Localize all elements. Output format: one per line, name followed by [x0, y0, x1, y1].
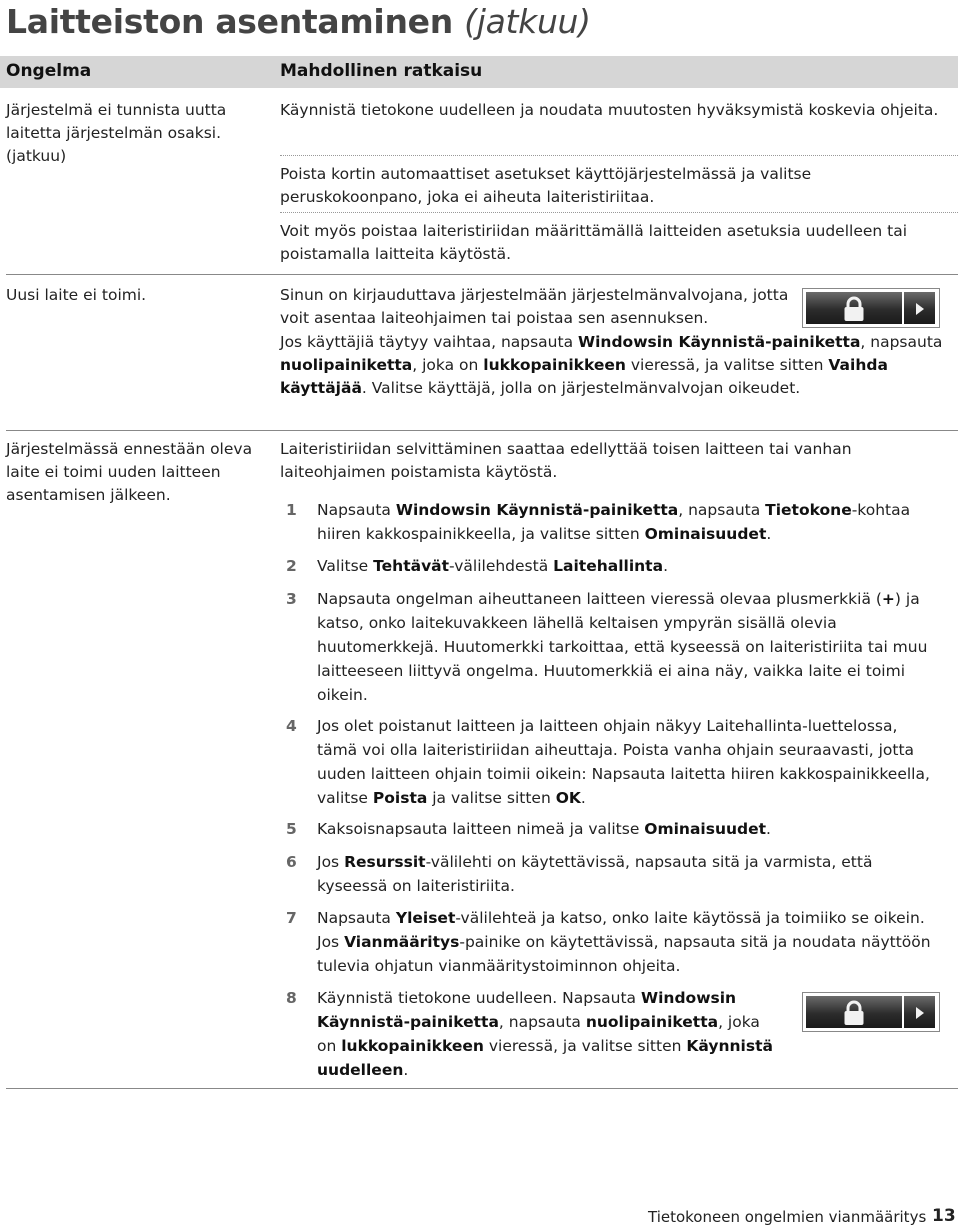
divider	[280, 212, 958, 213]
table-header	[0, 56, 958, 88]
step-number: 6	[286, 853, 297, 871]
column-header-problem: Ongelma	[6, 61, 92, 81]
solution-paragraph: Sinun on kirjauduttava järjestelmään järjestelmänvalvojana, jotta voit asentaa laiteohjaimen tai poistaa sen asennuksen.	[280, 286, 789, 327]
page-title: Laitteiston asentaminen (jatkuu)	[6, 2, 591, 41]
problem-text: Järjestelmässä ennestään oleva laite ei toimi uuden laitteen asentamisen jälkeen.	[6, 440, 253, 504]
table-bottom-border	[6, 1088, 958, 1089]
row-divider	[6, 430, 958, 431]
step-number: 8	[286, 989, 297, 1007]
step-text: Napsauta ongelman aiheuttaneen laitteen vieressä olevaa plusmerkkiä (+) ja katso, onko laitekuvakkeen lähellä keltaisen ympyrän sisällä olevia huutomerkkejä. Huutomerkki tarkoittaa, että kyseessä on laiteristiriita tai muu laitteeseen liittyvä ongelma. Huutomerkkiä ei aina näy, vaikka laite ei toimi oikein.	[317, 590, 928, 704]
lock-button-image	[802, 992, 940, 1032]
step-text: Jos olet poistanut laitteen ja laitteen ohjain näkyy Laitehallinta-luettelossa, tämä voi olla laiteristiriidan aiheuttaja. Poista vanha ohjain seuraavasti, jotta uuden laitteen ohjain toimii oikein: Napsauta laitetta hiiren kakkospainikkeella, valitse Poista ja valitse sitten OK.	[317, 717, 930, 807]
step-text: Kaksoisnapsauta laitteen nimeä ja valitse Ominaisuudet.	[317, 820, 771, 838]
step-number: 7	[286, 909, 297, 927]
step-text: Käynnistä tietokone uudelleen. Napsauta Windowsin Käynnistä-painiketta, napsauta nuolipainiketta, joka on lukkopainikkeen vieressä, ja valitse sitten Käynnistä uudelleen.	[317, 989, 773, 1079]
solution-paragraph: Poista kortin automaattiset asetukset käyttöjärjestelmässä ja valitse peruskokoonpano, joka ei aiheuta laiteristiriitaa.	[280, 165, 812, 206]
divider	[280, 155, 958, 156]
solution-paragraph: Jos käyttäjiä täytyy vaihtaa, napsauta Windowsin Käynnistä-painiketta, napsauta nuolipainiketta, joka on lukkopainikkeen vieressä, ja valitse sitten Vaihda käyttäjää. Valitse käyttäjä, jolla on järjestelmänvalvojan oikeudet.	[280, 333, 943, 397]
row-divider	[6, 274, 958, 275]
step-text: Napsauta Yleiset-välilehteä ja katso, onko laite käytössä ja toimiiko se oikein. Jos Vianmääritys-painike on käytettävissä, napsauta sitä ja noudata näyttöön tulevia ohjatun vianmääritystoiminnon ohjeita.	[317, 909, 931, 975]
arrow-right-icon	[915, 1007, 925, 1019]
footer-section-title: Tietokoneen ongelmien vianmääritys	[648, 1208, 927, 1226]
step-text: Valitse Tehtävät-välilehdestä Laitehallinta.	[317, 557, 668, 575]
step-text: Napsauta Windowsin Käynnistä-painiketta, napsauta Tietokone-kohtaa hiiren kakkospainikkeella, ja valitse sitten Ominaisuudet.	[317, 501, 911, 543]
solution-paragraph: Voit myös poistaa laiteristiriidan määrittämällä laitteiden asetuksia uudelleen tai poistamalla laitteita käytöstä.	[280, 222, 908, 263]
solution-paragraph: Käynnistä tietokone uudelleen ja noudata muutosten hyväksymistä koskevia ohjeita.	[280, 101, 939, 119]
step-number: 4	[286, 717, 297, 735]
lock-button-image	[802, 288, 940, 328]
lock-icon	[843, 296, 865, 322]
arrow-right-icon	[915, 303, 925, 315]
solution-paragraph: Laiteristiriidan selvittäminen saattaa edellyttää toisen laitteen tai vanhan laiteohjaimen poistamista käytöstä.	[280, 440, 852, 481]
step-number: 2	[286, 557, 297, 575]
step-text: Jos Resurssit-välilehti on käytettävissä, napsauta sitä ja varmista, että kyseessä on laiteristiriita.	[317, 853, 873, 895]
problem-text: Uusi laite ei toimi.	[6, 286, 147, 304]
lock-icon	[843, 1000, 865, 1026]
problem-text: Järjestelmä ei tunnista uutta laitetta järjestelmän osaksi. (jatkuu)	[6, 101, 227, 165]
step-number: 1	[286, 501, 297, 519]
page-number: 13	[932, 1206, 956, 1226]
step-number: 5	[286, 820, 297, 838]
step-number: 3	[286, 590, 297, 608]
column-header-solution: Mahdollinen ratkaisu	[280, 61, 483, 81]
